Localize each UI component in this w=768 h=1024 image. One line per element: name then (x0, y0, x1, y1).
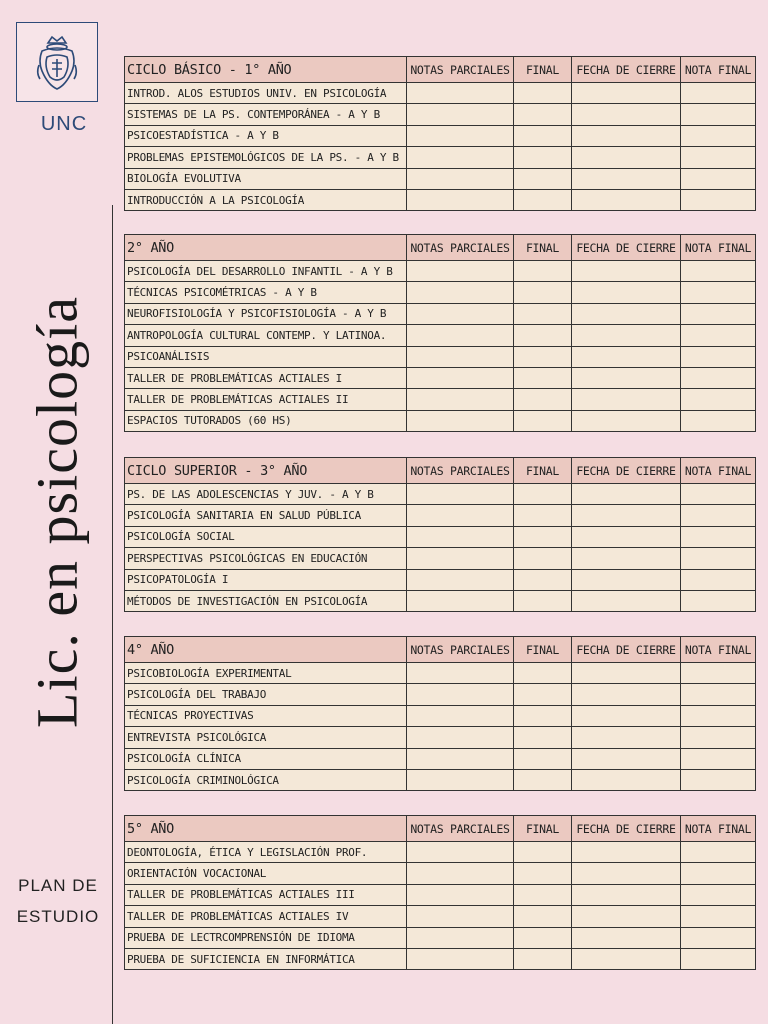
table-row (125, 505, 756, 526)
grade-cell[interactable] (681, 727, 756, 748)
grade-cell[interactable] (572, 147, 681, 168)
grade-cell[interactable] (572, 367, 681, 388)
grade-cell[interactable] (572, 863, 681, 884)
subject-name: PSICOLOGÍA CLÍNICA (125, 748, 407, 769)
grade-cell[interactable] (572, 410, 681, 431)
grade-cell[interactable] (514, 727, 572, 748)
grade-cell[interactable] (572, 663, 681, 684)
grade-cell[interactable] (572, 684, 681, 705)
grade-cell[interactable] (514, 346, 572, 367)
table-row (125, 569, 756, 590)
year-header-row (125, 57, 756, 83)
grade-cell[interactable] (572, 484, 681, 505)
grade-cell[interactable] (407, 548, 514, 569)
year-header-row (125, 637, 756, 663)
grade-cell[interactable] (681, 505, 756, 526)
grade-cell[interactable] (514, 189, 572, 210)
subject-name: PERSPECTIVAS PSICOLÓGICAS EN EDUCACIÓN (125, 548, 407, 569)
year-table-5 (124, 815, 756, 970)
grade-cell[interactable] (681, 104, 756, 125)
grade-cell[interactable] (407, 147, 514, 168)
grade-cell[interactable] (681, 569, 756, 590)
column-header-1: NOTAS PARCIALES (407, 458, 514, 484)
grade-cell[interactable] (407, 83, 514, 104)
table-row (125, 684, 756, 705)
grade-cell[interactable] (681, 705, 756, 726)
grade-cell[interactable] (407, 505, 514, 526)
plan-label (10, 870, 106, 932)
grade-cell[interactable] (514, 906, 572, 927)
grade-cell[interactable] (572, 389, 681, 410)
grade-cell[interactable] (407, 842, 514, 863)
grade-cell[interactable] (572, 569, 681, 590)
year-table-1 (124, 56, 756, 211)
grade-cell[interactable] (514, 282, 572, 303)
grade-cell[interactable] (572, 104, 681, 125)
table-row (125, 842, 756, 863)
grade-cell[interactable] (572, 906, 681, 927)
grade-cell[interactable] (407, 168, 514, 189)
year-header-row (125, 816, 756, 842)
vertical-title: Lic. en psicología (24, 296, 90, 728)
grade-cell[interactable] (572, 282, 681, 303)
column-header-4: NOTA FINAL (681, 816, 756, 842)
column-header-3: FECHA DE CIERRE (572, 637, 681, 663)
year-table-2 (124, 234, 756, 432)
subject-name: PSICOESTADÍSTICA - A Y B (125, 125, 407, 146)
table-row (125, 727, 756, 748)
grade-cell[interactable] (514, 325, 572, 346)
grade-cell[interactable] (681, 927, 756, 948)
grade-cell[interactable] (681, 168, 756, 189)
column-header-3: FECHA DE CIERRE (572, 57, 681, 83)
grade-cell[interactable] (572, 548, 681, 569)
subject-name: TALLER DE PROBLEMÁTICAS ACTIALES I (125, 367, 407, 388)
grade-cell[interactable] (514, 168, 572, 189)
grade-cell[interactable] (681, 346, 756, 367)
unc-logo (16, 22, 98, 102)
grade-cell[interactable] (407, 410, 514, 431)
grade-cell[interactable] (514, 948, 572, 969)
year-title: CICLO BÁSICO - 1° AÑO (125, 57, 407, 83)
subject-name: PSICOLOGÍA SOCIAL (125, 526, 407, 547)
grade-cell[interactable] (681, 906, 756, 927)
grade-cell[interactable] (572, 769, 681, 790)
column-header-2: FINAL (514, 57, 572, 83)
grade-cell[interactable] (407, 325, 514, 346)
subject-name: TALLER DE PROBLEMÁTICAS ACTIALES III (125, 884, 407, 905)
grade-cell[interactable] (514, 147, 572, 168)
table-row (125, 748, 756, 769)
table-row (125, 168, 756, 189)
grade-cell[interactable] (681, 684, 756, 705)
year-table-3 (124, 457, 756, 612)
grade-cell[interactable] (514, 526, 572, 547)
year-title: 2° AÑO (125, 235, 407, 261)
subject-name: ENTREVISTA PSICOLÓGICA (125, 727, 407, 748)
grade-cell[interactable] (572, 748, 681, 769)
grade-cell[interactable] (514, 863, 572, 884)
column-header-2: FINAL (514, 637, 572, 663)
grade-cell[interactable] (407, 748, 514, 769)
subject-name: PSICOANÁLISIS (125, 346, 407, 367)
grade-cell[interactable] (407, 367, 514, 388)
grade-cell[interactable] (514, 590, 572, 611)
column-header-2: FINAL (514, 458, 572, 484)
grade-cell[interactable] (407, 590, 514, 611)
table-row (125, 705, 756, 726)
grade-cell[interactable] (572, 842, 681, 863)
grade-cell[interactable] (514, 505, 572, 526)
grade-cell[interactable] (681, 590, 756, 611)
grade-cell[interactable] (681, 303, 756, 324)
grade-cell[interactable] (407, 484, 514, 505)
grade-cell[interactable] (407, 663, 514, 684)
grade-cell[interactable] (407, 948, 514, 969)
table-row (125, 147, 756, 168)
year-title: 4° AÑO (125, 637, 407, 663)
grade-cell[interactable] (572, 727, 681, 748)
grade-cell[interactable] (407, 927, 514, 948)
grade-cell[interactable] (681, 863, 756, 884)
table-row (125, 282, 756, 303)
subject-name: INTROD. ALOS ESTUDIOS UNIV. EN PSICOLOGÍA (125, 83, 407, 104)
subject-name: BIOLOGÍA EVOLUTIVA (125, 168, 407, 189)
column-header-4: NOTA FINAL (681, 235, 756, 261)
unc-seal-icon (34, 31, 80, 93)
subject-name: PSICOLOGÍA SANITARIA EN SALUD PÚBLICA (125, 505, 407, 526)
grade-cell[interactable] (407, 863, 514, 884)
grade-cell[interactable] (407, 569, 514, 590)
grade-cell[interactable] (514, 769, 572, 790)
grade-cell[interactable] (572, 927, 681, 948)
table-row (125, 484, 756, 505)
table-row (125, 526, 756, 547)
year-title: CICLO SUPERIOR - 3° AÑO (125, 458, 407, 484)
subject-name: PS. DE LAS ADOLESCENCIAS Y JUV. - A Y B (125, 484, 407, 505)
subject-name: ESPACIOS TUTORADOS (60 HS) (125, 410, 407, 431)
grade-cell[interactable] (514, 261, 572, 282)
grade-cell[interactable] (514, 663, 572, 684)
subject-name: DEONTOLOGÍA, ÉTICA Y LEGISLACIÓN PROF. (125, 842, 407, 863)
year-header-row (125, 235, 756, 261)
subject-name: TÉCNICAS PROYECTIVAS (125, 705, 407, 726)
subject-name: TALLER DE PROBLEMÁTICAS ACTIALES II (125, 389, 407, 410)
grade-cell[interactable] (572, 346, 681, 367)
column-header-3: FECHA DE CIERRE (572, 816, 681, 842)
grade-cell[interactable] (681, 484, 756, 505)
column-header-3: FECHA DE CIERRE (572, 458, 681, 484)
column-header-2: FINAL (514, 235, 572, 261)
table-row (125, 189, 756, 210)
grade-cell[interactable] (407, 906, 514, 927)
table-row (125, 927, 756, 948)
grade-cell[interactable] (681, 548, 756, 569)
subject-name: NEUROFISIOLOGÍA Y PSICOFISIOLOGÍA - A Y B (125, 303, 407, 324)
table-row (125, 884, 756, 905)
subject-name: SISTEMAS DE LA PS. CONTEMPORÁNEA - A Y B (125, 104, 407, 125)
unc-label: UNC (40, 113, 88, 135)
column-header-1: NOTAS PARCIALES (407, 57, 514, 83)
grade-cell[interactable] (407, 261, 514, 282)
grade-cell[interactable] (514, 705, 572, 726)
subject-name: PSICOLOGÍA DEL TRABAJO (125, 684, 407, 705)
grade-cell[interactable] (514, 927, 572, 948)
grade-cell[interactable] (681, 884, 756, 905)
grade-cell[interactable] (572, 168, 681, 189)
grade-cell[interactable] (681, 663, 756, 684)
subject-name: PSICOLOGÍA DEL DESARROLLO INFANTIL - A Y B (125, 261, 407, 282)
plan-line-2: ESTUDIO (16, 907, 100, 926)
grade-cell[interactable] (572, 83, 681, 104)
grade-cell[interactable] (514, 410, 572, 431)
table-row (125, 261, 756, 282)
year-title: 5° AÑO (125, 816, 407, 842)
grade-cell[interactable] (407, 727, 514, 748)
column-header-1: NOTAS PARCIALES (407, 637, 514, 663)
grade-cell[interactable] (572, 261, 681, 282)
grade-cell[interactable] (572, 590, 681, 611)
subject-name: PSICOPATOLOGÍA I (125, 569, 407, 590)
table-row (125, 104, 756, 125)
table-row (125, 863, 756, 884)
grade-cell[interactable] (681, 842, 756, 863)
table-row (125, 325, 756, 346)
column-header-1: NOTAS PARCIALES (407, 235, 514, 261)
year-table-4 (124, 636, 756, 791)
grade-cell[interactable] (681, 410, 756, 431)
grade-cell[interactable] (572, 705, 681, 726)
grade-cell[interactable] (514, 748, 572, 769)
grade-cell[interactable] (572, 325, 681, 346)
grade-cell[interactable] (514, 389, 572, 410)
grade-cell[interactable] (681, 748, 756, 769)
grade-cell[interactable] (514, 569, 572, 590)
grade-cell[interactable] (572, 303, 681, 324)
grade-cell[interactable] (514, 367, 572, 388)
subject-name: PSICOLOGÍA CRIMINOLÓGICA (125, 769, 407, 790)
grade-cell[interactable] (572, 526, 681, 547)
grade-cell[interactable] (407, 125, 514, 146)
grade-cell[interactable] (681, 125, 756, 146)
table-row (125, 346, 756, 367)
grade-cell[interactable] (514, 303, 572, 324)
subject-name: PRUEBA DE SUFICIENCIA EN INFORMÁTICA (125, 948, 407, 969)
grade-cell[interactable] (681, 526, 756, 547)
grade-cell[interactable] (572, 884, 681, 905)
year-header-row (125, 458, 756, 484)
table-row (125, 367, 756, 388)
table-row (125, 906, 756, 927)
grade-cell[interactable] (407, 189, 514, 210)
subject-name: TALLER DE PROBLEMÁTICAS ACTIALES IV (125, 906, 407, 927)
grade-cell[interactable] (407, 389, 514, 410)
table-row (125, 948, 756, 969)
grade-cell[interactable] (572, 948, 681, 969)
grade-cell[interactable] (572, 189, 681, 210)
column-header-3: FECHA DE CIERRE (572, 235, 681, 261)
grade-cell[interactable] (681, 147, 756, 168)
grade-cell[interactable] (407, 884, 514, 905)
grade-cell[interactable] (681, 83, 756, 104)
plan-line-1: PLAN DE (18, 876, 98, 895)
subject-name: PRUEBA DE LECTRCOMPRENSIÓN DE IDIOMA (125, 927, 407, 948)
grade-cell[interactable] (572, 505, 681, 526)
grade-cell[interactable] (514, 104, 572, 125)
grade-cell[interactable] (681, 389, 756, 410)
grade-cell[interactable] (514, 884, 572, 905)
grade-cell[interactable] (681, 261, 756, 282)
subject-name: INTRODUCCIÓN A LA PSICOLOGÍA (125, 189, 407, 210)
table-row (125, 125, 756, 146)
grade-cell[interactable] (407, 303, 514, 324)
table-row (125, 389, 756, 410)
table-row (125, 769, 756, 790)
subject-name: ANTROPOLOGÍA CULTURAL CONTEMP. Y LATINOA. (125, 325, 407, 346)
sidebar-divider (112, 205, 113, 1024)
grade-cell[interactable] (407, 705, 514, 726)
column-header-4: NOTA FINAL (681, 637, 756, 663)
table-row (125, 663, 756, 684)
table-row (125, 548, 756, 569)
table-row (125, 303, 756, 324)
grade-cell[interactable] (407, 769, 514, 790)
grade-cell[interactable] (407, 104, 514, 125)
grade-cell[interactable] (514, 484, 572, 505)
column-header-1: NOTAS PARCIALES (407, 816, 514, 842)
grade-cell[interactable] (572, 125, 681, 146)
column-header-4: NOTA FINAL (681, 458, 756, 484)
grade-cell[interactable] (514, 83, 572, 104)
grade-cell[interactable] (681, 948, 756, 969)
grade-cell[interactable] (514, 125, 572, 146)
grade-cell[interactable] (407, 526, 514, 547)
grade-cell[interactable] (681, 325, 756, 346)
grade-cell[interactable] (514, 842, 572, 863)
table-row (125, 83, 756, 104)
grade-cell[interactable] (407, 282, 514, 303)
grade-cell[interactable] (681, 282, 756, 303)
grade-cell[interactable] (681, 367, 756, 388)
subject-name: PSICOBIOLOGÍA EXPERIMENTAL (125, 663, 407, 684)
column-header-4: NOTA FINAL (681, 57, 756, 83)
subject-name: TÉCNICAS PSICOMÉTRICAS - A Y B (125, 282, 407, 303)
grade-cell[interactable] (681, 769, 756, 790)
table-row (125, 410, 756, 431)
subject-name: MÉTODOS DE INVESTIGACIÓN EN PSICOLOGÍA (125, 590, 407, 611)
grade-cell[interactable] (407, 346, 514, 367)
grade-cell[interactable] (407, 684, 514, 705)
subject-name: ORIENTACIÓN VOCACIONAL (125, 863, 407, 884)
table-row (125, 590, 756, 611)
grade-cell[interactable] (681, 189, 756, 210)
subject-name: PROBLEMAS EPISTEMOLÓGICOS DE LA PS. - A Y B (125, 147, 407, 168)
grade-cell[interactable] (514, 548, 572, 569)
grade-cell[interactable] (514, 684, 572, 705)
column-header-2: FINAL (514, 816, 572, 842)
